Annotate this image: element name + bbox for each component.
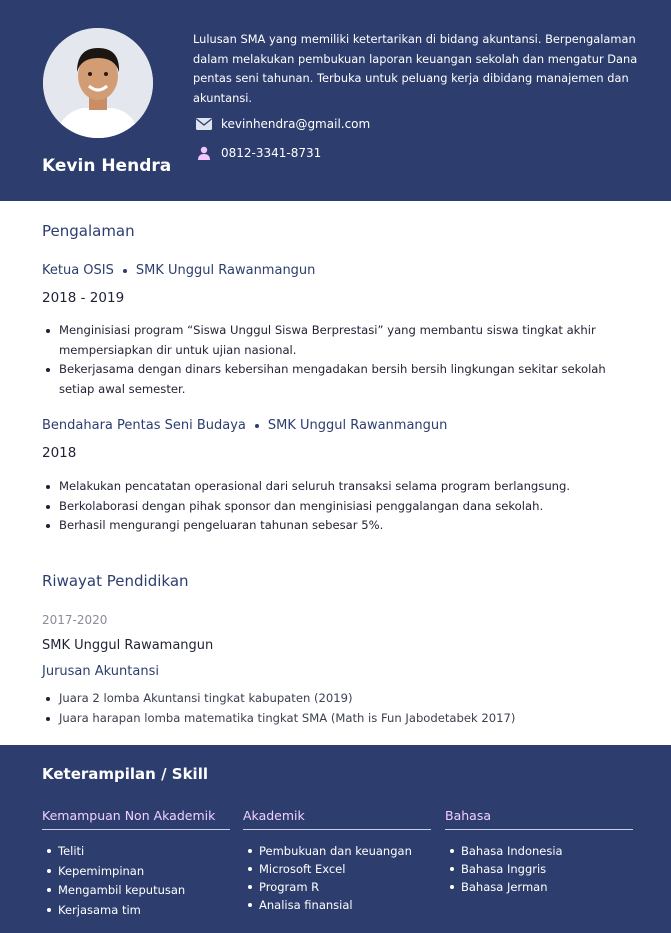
contact-phone (195, 146, 321, 160)
list-item: Bahasa Jerman (445, 878, 633, 896)
job-role: Bendahara Pentas Seni Budaya (42, 418, 246, 433)
list-item: Pembukuan dan keuangan (243, 842, 431, 860)
education-school: SMK Unggul Rawamangun (42, 638, 214, 653)
education-heading: Riwayat Pendidikan (42, 572, 189, 590)
person-icon (195, 146, 213, 160)
education-years: 2017-2020 (42, 613, 108, 627)
list-item: Microsoft Excel (243, 860, 431, 878)
skill-column-heading: Kemampuan Non Akademik (42, 808, 230, 830)
skill-column-heading: Bahasa (445, 808, 633, 830)
job-years-1: 2018 - 2019 (42, 290, 125, 306)
separator-dot (123, 269, 127, 273)
list-item: Juara harapan lomba matematika tingkat SMA (Math is Fun Jabodetabek 2017) (43, 709, 633, 729)
job-points-2 (43, 477, 633, 536)
list-item: Analisa finansial (243, 896, 431, 914)
job-org: SMK Unggul Rawanmangun (135, 263, 316, 278)
list-item: Kepemimpinan (42, 862, 230, 882)
list-item: Bahasa Indonesia (445, 842, 633, 860)
job-role: Ketua OSIS (42, 263, 114, 278)
avatar-illustration (43, 28, 153, 138)
skill-column-heading: Akademik (243, 808, 431, 830)
separator-dot (255, 424, 259, 428)
skill-column-academic (243, 808, 431, 914)
profile-summary: Lulusan SMA yang memiliki ketertarikan di bidang akuntansi. Berpengalaman dalam melakukan pembukuan laporan keuangan sekolah dan mengatur Dana pentas seni tahunan. Terbuka untuk peluang kerja dibidang manajemen dan akuntansi. (193, 32, 638, 105)
candidate-name: Kevin Hendra (42, 156, 172, 176)
experience-heading: Pengalaman (42, 222, 135, 240)
phone-text: 0812-3341-8731 (221, 146, 322, 160)
list-item: Menginisiasi program “Siswa Unggul Siswa Berprestasi” yang membantu siswa tingkat akhir mempersiapkan dir untuk ujian nasional. (43, 321, 633, 360)
list-item: Berkolaborasi dengan pihak sponsor dan menginisiasi penggalangan dana sekolah. (43, 497, 633, 517)
job-title-2 (42, 418, 447, 433)
list-item: Teliti (42, 842, 230, 862)
list-item: Juara 2 lomba Akuntansi tingkat kabupaten (2019) (43, 689, 633, 709)
education-points (43, 689, 633, 728)
skills-heading: Keterampilan / Skill (42, 765, 208, 783)
list-item: Bahasa Inggris (445, 860, 633, 878)
resume-header (0, 0, 671, 201)
list-item: Melakukan pencatatan operasional dari seluruh transaksi selama program berlangsung. (43, 477, 633, 497)
job-org: SMK Unggul Rawanmangun (267, 418, 448, 433)
job-title-1 (42, 263, 315, 278)
list-item: Kerjasama tim (42, 901, 230, 921)
list-item: Mengambil keputusan (42, 881, 230, 901)
contact-email (195, 117, 370, 131)
envelope-icon (195, 117, 213, 131)
email-text[interactable]: kevinhendra@gmail.com (221, 117, 371, 131)
skill-column-language (445, 808, 633, 896)
job-points-1 (43, 321, 633, 399)
skills-section (0, 745, 671, 933)
list-item: Berhasil mengurangi pengeluaran tahunan sebesar 5%. (43, 516, 633, 536)
list-item: Bekerjasama dengan dinars kebersihan mengadakan bersih bersih lingkungan sekitar sekolah setiap awal semester. (43, 360, 633, 399)
job-years-2: 2018 (42, 445, 77, 461)
list-item: Program R (243, 878, 431, 896)
education-major: Jurusan Akuntansi (42, 664, 159, 679)
profile-photo (43, 28, 153, 138)
skill-column-non-academic (42, 808, 230, 920)
